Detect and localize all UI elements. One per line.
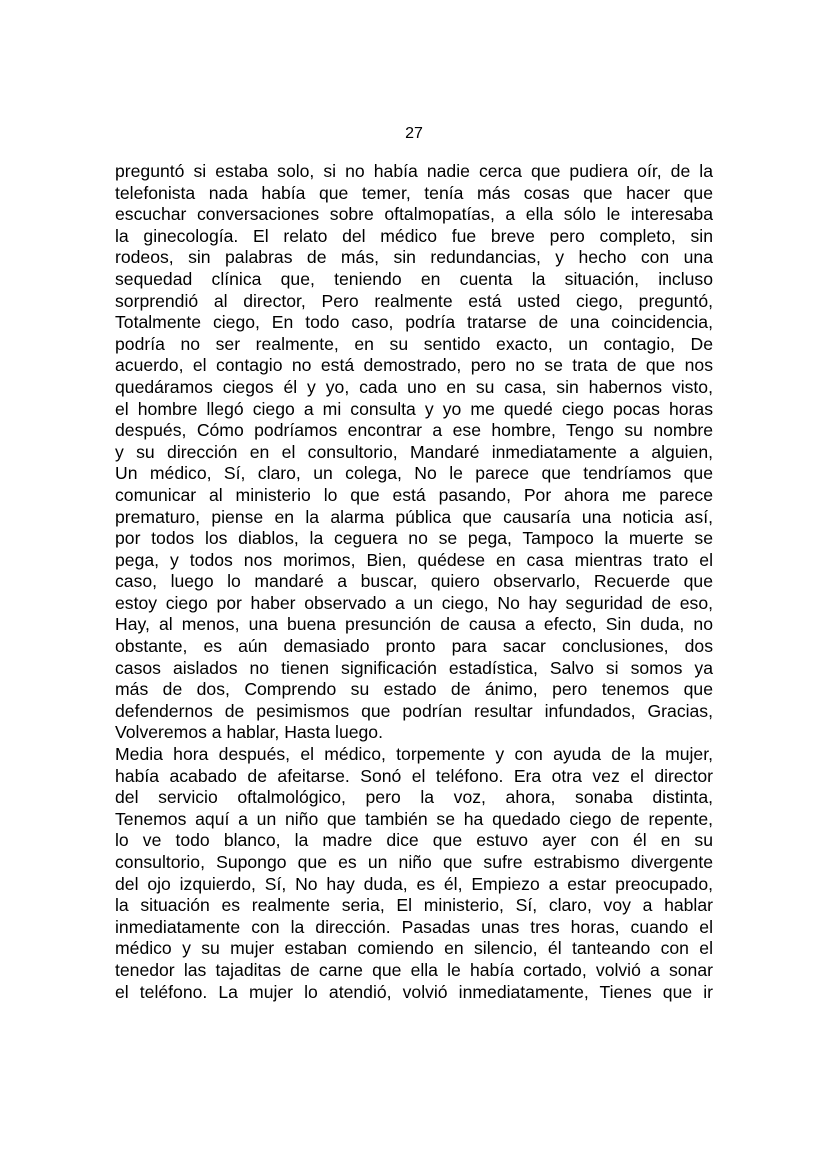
text-line: obstante, es aún demasiado pronto para sacar conclusiones, dos [115, 636, 713, 657]
text-line: quedáramos ciegos él y yo, cada uno en su casa, sin habernos visto, [115, 376, 713, 397]
text-line: tenedor las tajaditas de carne que ella le había cortado, volvió a sonar [115, 959, 713, 980]
text-line: Media hora después, el médico, torpemente y con ayuda de la mujer, [115, 744, 713, 765]
text-line: escuchar conversaciones sobre oftalmopatías, a ella sólo le interesaba [115, 204, 713, 225]
text-line: rodeos, sin palabras de más, sin redundancias, y hecho con una [115, 247, 713, 268]
text-line: comunicar al ministerio lo que está pasando, Por ahora me parece [115, 484, 713, 505]
text-line: Volveremos a hablar, Hasta luego. [115, 722, 383, 743]
text-line: después, Cómo podríamos encontrar a ese hombre, Tengo su nombre [115, 420, 713, 441]
text-line: la situación es realmente seria, El ministerio, Sí, claro, voy a hablar [115, 895, 713, 916]
text-line: Un médico, Sí, claro, un colega, No le parece que tendríamos que [115, 463, 713, 484]
text-line: sequedad clínica que, teniendo en cuenta la situación, incluso [115, 268, 713, 289]
text-line: del ojo izquierdo, Sí, No hay duda, es él, Empiezo a estar preocupado, [115, 873, 713, 894]
text-line: telefonista nada había que temer, tenía más cosas que hacer que [115, 182, 713, 203]
text-line: del servicio oftalmológico, pero la voz, ahora, sonaba distinta, [115, 787, 713, 808]
text-line: el hombre llegó ciego a mi consulta y yo me quedé ciego pocas horas [115, 398, 713, 419]
text-line: caso, luego lo mandaré a buscar, quiero observarlo, Recuerde que [115, 571, 713, 592]
text-line: por todos los diablos, la ceguera no se pega, Tampoco la muerte se [115, 528, 713, 549]
text-line: había acabado de afeitarse. Sonó el teléfono. Era otra vez el director [115, 765, 713, 786]
text-line: prematuro, piense en la alarma pública que causaría una noticia así, [115, 506, 713, 527]
text-line: Tenemos aquí a un niño que también se ha quedado ciego de repente, [115, 808, 713, 829]
text-line: médico y su mujer estaban comiendo en silencio, él tanteando con el [115, 938, 713, 959]
text-line: podría no ser realmente, en su sentido exacto, un contagio, De [115, 333, 713, 354]
text-line: preguntó si estaba solo, si no había nadie cerca que pudiera oír, de la [115, 161, 713, 181]
text-line: inmediatamente con la dirección. Pasadas unas tres horas, cuando el [115, 916, 713, 937]
text-line: sorprendió al director, Pero realmente está usted ciego, preguntó, [115, 290, 713, 311]
text-line: acuerdo, el contagio no está demostrado, pero no se trata de que nos [115, 355, 713, 376]
text-line: consultorio, Supongo que es un niño que sufre estrabismo divergente [115, 852, 713, 872]
text-line: lo ve todo blanco, la madre dice que estuvo ayer con él en su [115, 830, 713, 851]
text-line: y su dirección en el consultorio, Mandaré inmediatamente a alguien, [115, 441, 713, 462]
text-line: pega, y todos nos morimos, Bien, quédese en casa mientras trato el [115, 549, 713, 570]
text-line: defendernos de pesimismos que podrían resultar infundados, Gracias, [115, 700, 713, 721]
text-line: Hay, al menos, una buena presunción de causa a efecto, Sin duda, no [115, 614, 713, 635]
text-line: la ginecología. El relato del médico fue breve pero completo, sin [115, 225, 713, 246]
text-line: estoy ciego por haber observado a un ciego, No hay seguridad de eso, [115, 592, 713, 613]
text-line: el teléfono. La mujer lo atendió, volvió inmediatamente, Tienes que ir [115, 981, 713, 1002]
text-line: Totalmente ciego, En todo caso, podría tratarse de una coincidencia, [115, 312, 713, 333]
page-number: 27 [405, 125, 423, 142]
text-line: más de dos, Comprendo su estado de ánimo, pero tenemos que [115, 679, 713, 700]
text-line: casos aislados no tienen significación estadística, Salvo si somos ya [115, 657, 713, 678]
body-text [115, 161, 713, 1003]
